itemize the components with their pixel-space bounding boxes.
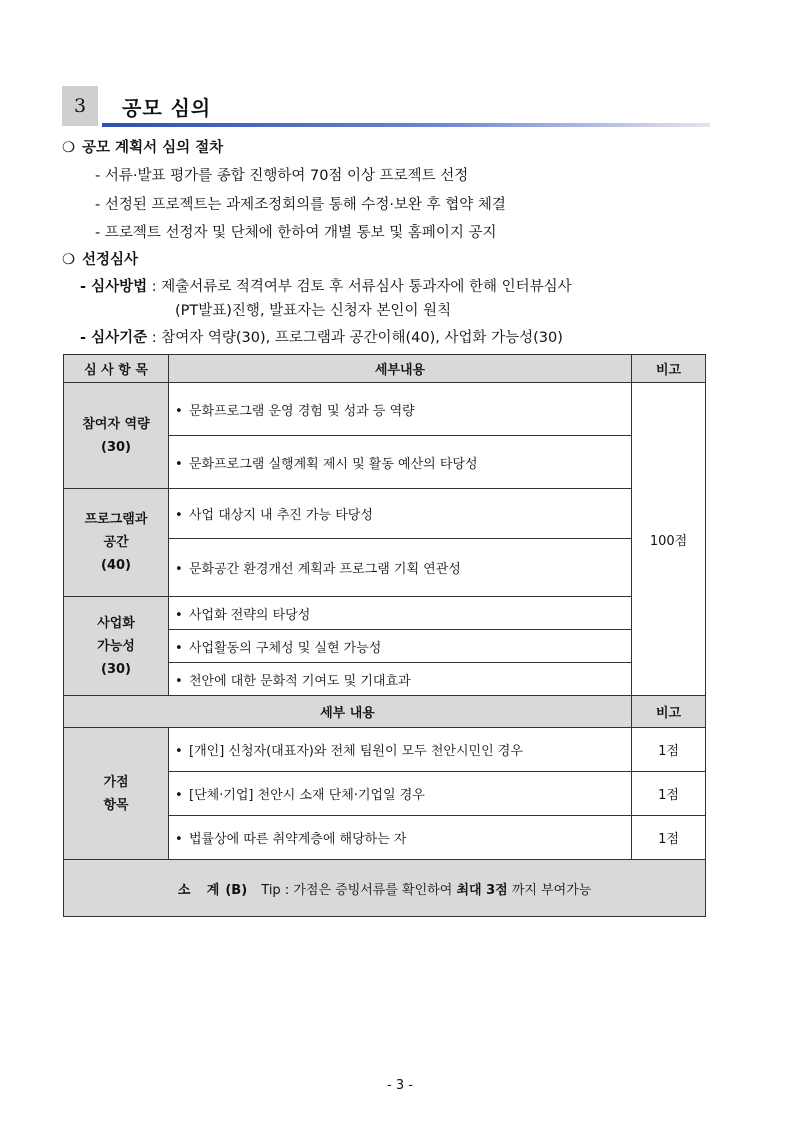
circle-bullet-icon: ❍ <box>62 252 75 268</box>
tip-text: Tip : 가점은 증빙서류를 확인하여 <box>261 882 453 898</box>
page-number: - 3 - <box>387 1078 413 1093</box>
method-label: - 심사방법 <box>80 279 148 295</box>
method-line <box>80 275 572 296</box>
procedure-heading: ❍ 공모 계획서 심의 절차 <box>62 140 224 156</box>
detail-item: • 문화프로그램 실행계획 제시 및 활동 예산의 타당성 <box>169 436 632 489</box>
subtotal-label: 소 계(B) <box>177 882 248 898</box>
bonus-score: 1점 <box>632 816 706 860</box>
bonus-header-note: 비고 <box>632 696 706 728</box>
procedure-item-1: - 서류·발표 평가를 종합 진행하여 70점 이상 프로젝트 선정 <box>95 168 469 184</box>
procedure-item-2: - 선정된 프로젝트는 과제조정회의를 통해 수정·보완 후 협약 체결 <box>95 197 506 213</box>
criteria-label: - 심사기준 <box>80 330 148 346</box>
method-text-continued: (PT발표)진행, 발표자는 신청자 본인이 원칙 <box>175 303 452 319</box>
detail-item: • 사업화 전략의 타당성 <box>169 597 632 630</box>
selection-heading: ❍ 선정심사 <box>62 252 139 268</box>
subtotal-row <box>64 860 706 917</box>
section-underline <box>102 123 710 127</box>
section-title: 공모 심의 <box>122 96 212 120</box>
tip-text-end: 까지 부여가능 <box>511 882 592 898</box>
section-number: 3 <box>62 86 98 126</box>
tip-max: 최대 3점 <box>456 882 508 898</box>
circle-bullet-icon: ❍ <box>62 140 75 156</box>
header-category: 심 사 항 목 <box>64 355 169 383</box>
bonus-header-detail: 세부 내용 <box>64 696 632 728</box>
header-note: 비고 <box>632 355 706 383</box>
detail-item: • 문화공간 환경개선 계획과 프로그램 기획 연관성 <box>169 539 632 597</box>
criteria-line <box>80 326 563 347</box>
detail-item: • 문화프로그램 운영 경험 및 성과 등 역량 <box>169 383 632 436</box>
header-detail: 세부내용 <box>169 355 632 383</box>
bonus-score: 1점 <box>632 772 706 816</box>
category-commercialization: 사업화 가능성 (30) <box>64 597 169 696</box>
procedure-item-3: - 프로젝트 선정자 및 단체에 한하여 개별 통보 및 홈페이지 공지 <box>95 225 497 241</box>
detail-item: • 사업활동의 구체성 및 실현 가능성 <box>169 630 632 663</box>
criteria-table <box>63 354 706 917</box>
bonus-item: • 법률상에 따른 취약계층에 해당하는 자 <box>169 816 632 860</box>
bonus-score: 1점 <box>632 728 706 772</box>
bonus-item: • [개인] 신청자(대표자)와 전체 팀원이 모두 천안시민인 경우 <box>169 728 632 772</box>
category-program-space: 프로그램과 공간 (40) <box>64 489 169 597</box>
detail-item: • 사업 대상지 내 추진 가능 타당성 <box>169 489 632 539</box>
section-header <box>62 86 712 130</box>
detail-item: • 천안에 대한 문화적 기여도 및 기대효과 <box>169 663 632 696</box>
criteria-text: : 참여자 역량(30), 프로그램과 공간이해(40), 사업화 가능성(30) <box>151 330 563 346</box>
bonus-item: • [단체·기업] 천안시 소재 단체·기업일 경우 <box>169 772 632 816</box>
category-bonus: 가점 항목 <box>64 728 169 860</box>
method-text: : 제출서류로 적격여부 검토 후 서류심사 통과자에 한해 인터뷰심사 <box>151 279 572 295</box>
category-participant: 참여자 역량 (30) <box>64 383 169 489</box>
total-note: 100점 <box>632 383 706 696</box>
